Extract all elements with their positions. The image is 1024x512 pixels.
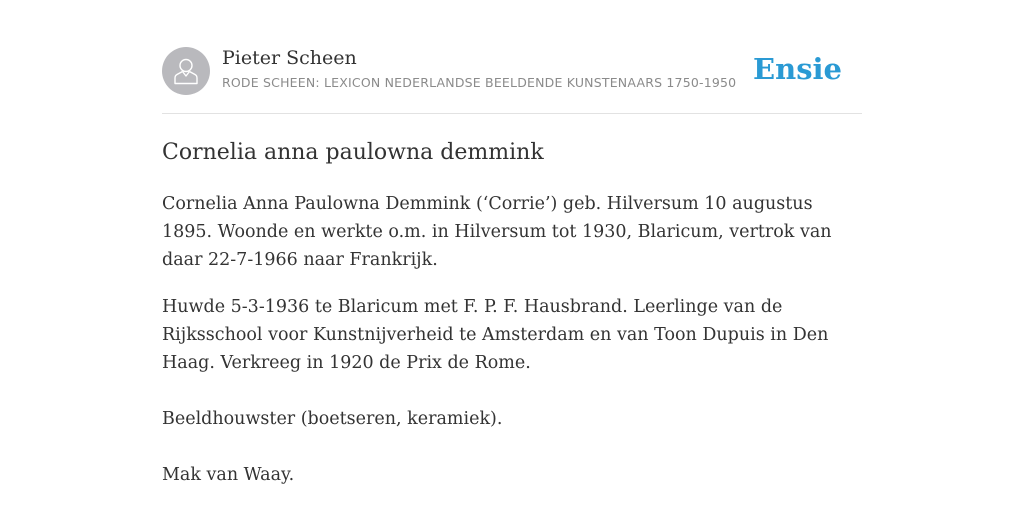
avatar[interactable] <box>162 47 210 95</box>
user-icon <box>173 57 199 85</box>
source-title[interactable]: RODE SCHEEN: LEXICON NEDERLANDSE BEELDENDE KUNSTENAARS 1750-1950 <box>222 75 737 90</box>
paragraph-marriage: Huwde 5-3-1936 te Blaricum met F. P. F. Hausbrand. Leerlinge van de Rijksschool voor Kunstnijverheid te Amsterdam en van Toon Dupuis in Den Haag. Verkreeg in 1920 de Prix de Rome. <box>162 297 829 373</box>
paragraph-reference: Mak van Waay. <box>162 465 295 485</box>
header-divider <box>162 113 862 114</box>
paragraph-profession: Beeldhouwster (boetseren, keramiek). <box>162 409 503 429</box>
ensie-logo[interactable]: Ensie <box>753 52 842 86</box>
article-title: Cornelia anna paulowna demmink <box>162 140 544 165</box>
article-header <box>162 46 862 96</box>
author-name[interactable]: Pieter Scheen <box>222 47 357 69</box>
paragraph-birth: Cornelia Anna Paulowna Demmink (‘Corrie’) geb. Hilversum 10 augustus 1895. Woonde en werkte o.m. in Hilversum tot 1930, Blaricum, vertrok van daar 22-7-1966 naar Frankrijk. <box>162 194 832 270</box>
article-body <box>162 190 862 508</box>
